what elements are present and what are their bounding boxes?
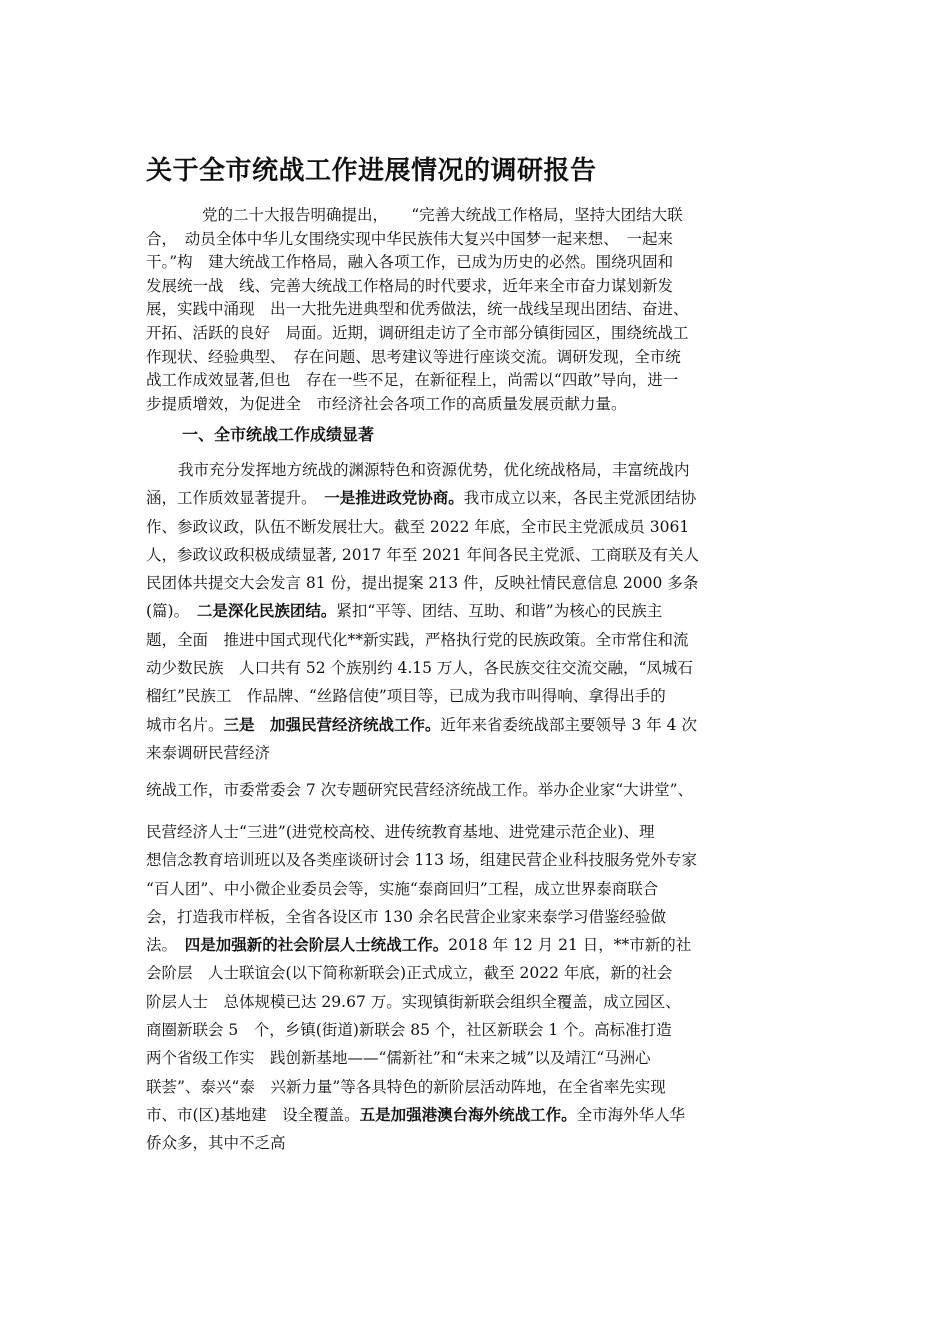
body-line: 侨众多，其中不乏高 xyxy=(146,1134,286,1153)
intro-line: 党的二十大报告明确提出， “完善大统战工作格局，坚持大团结大联 xyxy=(202,206,683,224)
body-line: 两个省级工作实 践创新基地——“儒新社”和“未来之城”以及靖江“马洲心 xyxy=(146,1049,651,1068)
bold-point-4: 四是加强新的社会阶层人士统战工作。 xyxy=(184,935,449,955)
section-heading: 一、全市统战工作成绩显著 xyxy=(182,425,375,444)
body-line xyxy=(146,711,818,739)
document-title: 关于全市统战工作进展情况的调研报告 xyxy=(146,156,597,186)
body-line: 阶层人士 总体规模已达 29.67 万。实现镇街新联会组织全覆盖，成立园区、 xyxy=(146,992,681,1011)
intro-paragraph xyxy=(146,204,818,416)
body-line: 来泰调研民营经济 xyxy=(146,743,271,762)
body-line: 榴红”民族工 作品牌、“丝路信使”项目等，已成为我市叫得响、拿得出手的 xyxy=(146,687,666,706)
body-text: 2018 年 12 月 21 日，**市新的社 xyxy=(448,936,692,955)
body-line: 会阶层 人士联谊会(以下简称新联会)正式成立，截至 2022 年底，新的社会 xyxy=(146,964,673,983)
intro-line: 步提质增效，为促进全 市经济社会各项工作的高质量发展贡献力量。 xyxy=(146,394,627,413)
body-line: 民团体共提交大会发言 81 份，提出提案 213 件，反映社情民意信息 2000 多条 xyxy=(146,574,699,593)
intro-line: 开拓、活跃的良好 局面。近期，调研组走访了全市部分镇街园区，围绕统战工 xyxy=(146,323,689,342)
section1-paragraph-2 xyxy=(146,776,818,804)
bold-point-2: 二是深化民族团结。 xyxy=(196,601,337,621)
intro-line: 展，实践中涌现 出一大批先进典型和优秀做法，统一战线呈现出团结、奋进、 xyxy=(146,300,689,319)
intro-line: 作现状、经验典型、 存在问题、思考建议等进行座谈交流。调研发现，全市统 xyxy=(146,347,681,366)
body-line xyxy=(146,484,818,512)
body-line: 统战工作，市委常委会 7 次专题研究民营经济统战工作。举办企业家“大讲堂”、 xyxy=(146,781,694,799)
body-line: 会，打造我市样板，全省各设区市 130 余名民营企业家来泰学习借鉴经验做 xyxy=(146,907,666,926)
body-text: 城市名片。 xyxy=(146,715,224,734)
body-line: 联荟”、泰兴“泰 兴新力量”等各具特色的新阶层活动阵地，在全省率先实现 xyxy=(146,1077,666,1096)
body-line xyxy=(146,931,818,959)
intro-line: 合， 动员全体中华儿女围绕实现中华民族伟大复兴中国梦一起来想、 一起来 xyxy=(146,229,674,248)
body-line: 我市充分发挥地方统战的渊源特色和资源优势，优化统战格局，丰富统战内 xyxy=(178,461,690,479)
section1-paragraph-3 xyxy=(146,818,818,1158)
bold-point-3: 三是 加强民营经济统战工作。 xyxy=(223,714,441,734)
bold-point-1: 一是推进政党协商。 xyxy=(324,488,464,508)
intro-line: 战工作成效显著,但也 存在一些不足，在新征程上，尚需以“四敢”导向，进一 xyxy=(146,371,679,390)
body-line: 作、参政议政，队伍不断发展壮大。截至 2022 年底，全市民主党派成员 3061 xyxy=(146,517,690,536)
body-line: 人，参政议政积极成绩显著, 2017 年至 2021 年间各民主党派、工商联及有关人 xyxy=(146,545,700,564)
intro-line: 干。”构 建大统战工作格局，融入各项工作，已成为历史的必然。围绕巩固和 xyxy=(146,253,674,272)
body-text: 市、市(区)基地建 设全覆盖。 xyxy=(146,1105,360,1124)
body-text: 全市海外华人华 xyxy=(576,1105,686,1124)
body-text: (篇)。 xyxy=(146,602,197,621)
body-line: 动少数民族 人口共有 52 个族别约 4.15 万人，各民族交往交流交融，“凤城石 xyxy=(146,659,693,678)
intro-line: 发展统一战 线、完善大统战工作格局的时代要求，近年来全市奋力谋划新发 xyxy=(146,276,674,295)
body-line: 民营经济人士“三进”(进党校高校、进传统教育基地、进党建示范企业)、理 xyxy=(146,823,655,841)
body-line: 题，全面 推进中国式现代化**新实践，严格执行党的民族政策。全市常住和流 xyxy=(146,630,689,649)
bold-point-5: 五是加强港澳台海外统战工作。 xyxy=(359,1104,577,1124)
body-text: 紧扣“平等、团结、互助、和谐”为核心的民族主 xyxy=(336,602,663,621)
body-text: 近年来省委统战部主要领导 3 年 4 次 xyxy=(440,715,697,734)
body-line xyxy=(146,1101,818,1129)
body-line xyxy=(146,597,818,625)
body-line: 商圈新联会 5 个，乡镇(街道)新联会 85 个，社区新联会 1 个。高标准打造 xyxy=(146,1021,672,1040)
body-line: 想信念教育培训班以及各类座谈研讨会 113 场，组建民营企业科技服务党外专家 xyxy=(146,851,697,870)
section1-paragraph-1 xyxy=(146,456,818,767)
body-text: 法。 xyxy=(146,936,185,955)
body-line: “百人团”、中小微企业委员会等，实施“泰商回归”工程，成立世界泰商联合 xyxy=(146,879,659,898)
body-text: 我市成立以来，各民主党派团结协 xyxy=(463,489,697,508)
body-text: 涵，工作质效显著提升。 xyxy=(146,489,325,508)
